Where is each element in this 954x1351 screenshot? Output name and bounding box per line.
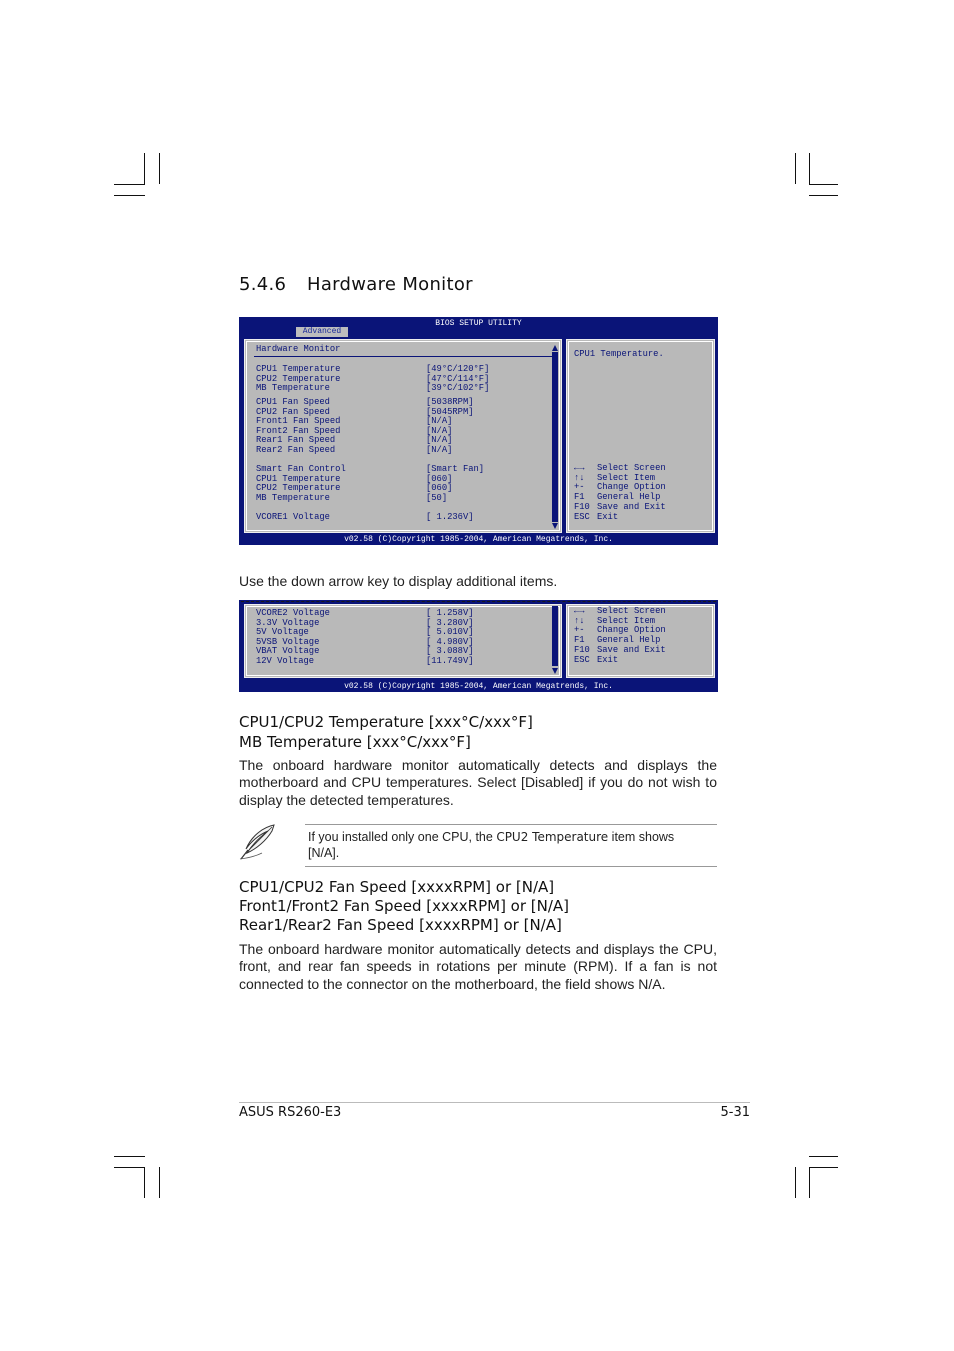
setting-row[interactable] — [256, 618, 474, 628]
setting-label: Front1 Fan Speed — [256, 416, 341, 426]
setting-row[interactable] — [256, 512, 474, 522]
temp-body: The onboard hardware monitor automatically detects and displays the motherboard and CPU temperatures. Select [Disabled] if you do not wish to display the detected temperatures. — [239, 757, 717, 808]
note-top-rule — [305, 824, 717, 825]
note-bottom-rule — [305, 866, 717, 867]
key-label: F1 — [574, 492, 585, 503]
key-desc: Select Item — [597, 472, 656, 483]
key-legend — [574, 464, 666, 522]
note-text-after: item shows [N/A]. — [308, 830, 675, 860]
setting-label: 3.3V Voltage — [256, 617, 320, 628]
scrollbar[interactable] — [552, 352, 558, 522]
setting-value: [47°C/114°F] — [426, 373, 490, 384]
bios-screen-continued — [239, 600, 718, 692]
setting-label: 5VSB Voltage — [256, 636, 320, 647]
setting-row[interactable] — [256, 608, 474, 618]
section-title — [239, 274, 473, 295]
key-legend-item — [574, 513, 666, 523]
help-text: CPU1 Temperature. — [574, 349, 664, 359]
crop-mark — [809, 195, 838, 196]
key-label: ESC — [574, 511, 590, 522]
setting-value: [ 3.088V] — [426, 646, 474, 656]
crop-mark — [809, 153, 810, 184]
crop-mark — [809, 1156, 838, 1157]
note-emphasis: CPU2 Temperature — [496, 830, 609, 844]
setting-label: Smart Fan Control — [256, 464, 346, 474]
crop-mark — [144, 1167, 145, 1198]
scroll-down-arrow[interactable] — [552, 668, 558, 674]
setting-value: [5038RPM] — [426, 397, 474, 407]
crop-mark — [159, 153, 160, 184]
setting-value: [ 1.258V] — [426, 608, 474, 618]
instruction-text: Use the down arrow key to display additional items. — [239, 573, 558, 589]
key-label: F1 — [574, 635, 585, 646]
key-desc: Save and Exit — [597, 501, 666, 512]
crop-mark — [795, 1167, 796, 1198]
setting-label: MB Temperature — [256, 383, 330, 393]
setting-label: CPU2 Fan Speed — [256, 406, 330, 417]
setting-label: Rear1 Fan Speed — [256, 435, 336, 445]
setting-label: CPU1 Fan Speed — [256, 397, 330, 407]
key-desc: General Help — [597, 492, 661, 503]
setting-value: [5045RPM] — [426, 406, 474, 417]
section-number: 5.4.6 — [239, 274, 287, 295]
setting-label: Rear2 Fan Speed — [256, 444, 336, 455]
crop-mark — [114, 1156, 145, 1157]
setting-row[interactable] — [256, 374, 489, 384]
page-number: 5-31 — [720, 1105, 750, 1120]
scrollbar[interactable] — [552, 606, 558, 666]
setting-value: [N/A] — [426, 444, 453, 455]
key-desc: Select Screen — [597, 463, 666, 473]
key-desc: Change Option — [597, 625, 666, 636]
note-text-before: If you installed only one CPU, the — [308, 830, 497, 844]
arrow-ud-icon: ↑↓ — [574, 615, 585, 626]
setting-value: [060] — [426, 473, 453, 484]
setting-row[interactable] — [256, 416, 452, 426]
bios-footer: v02.58 (C)Copyright 1985-2004, American Megatrends, Inc. — [344, 535, 613, 544]
setting-value: [ 5.010V] — [426, 627, 474, 637]
arrow-lr-icon: ←→ — [574, 606, 585, 616]
crop-mark — [114, 195, 145, 196]
key-desc: Select Item — [597, 615, 656, 626]
key-label: ESC — [574, 654, 590, 665]
key-desc: General Help — [597, 635, 661, 646]
crop-mark — [809, 1167, 838, 1168]
key-legend — [574, 607, 666, 665]
setting-value: [ 3.280V] — [426, 617, 474, 628]
fan-heading-2: Front1/Front2 Fan Speed [xxxxRPM] or [N/A] — [239, 897, 570, 915]
setting-row[interactable] — [256, 464, 484, 474]
setting-value: [ 4.980V] — [426, 636, 474, 647]
setting-value: [N/A] — [426, 435, 453, 445]
setting-row[interactable] — [256, 383, 489, 393]
scroll-down-arrow[interactable] — [552, 523, 558, 529]
arrow-lr-icon: ←→ — [574, 463, 585, 473]
scroll-up-arrow[interactable] — [552, 345, 558, 351]
section-title-text: Hardware Monitor — [307, 274, 473, 295]
bios-help-panel — [564, 602, 717, 680]
setting-label: CPU2 Temperature — [256, 373, 341, 384]
setting-label: CPU2 Temperature — [256, 483, 341, 493]
key-legend-item — [574, 656, 666, 666]
setting-row[interactable] — [256, 426, 452, 436]
setting-value: [39°C/102°F] — [426, 383, 490, 393]
setting-value: [ 1.236V] — [426, 512, 474, 522]
setting-row[interactable] — [256, 627, 474, 637]
crop-mark — [114, 184, 145, 185]
footer-rule — [239, 1102, 750, 1103]
note-text — [308, 830, 708, 861]
key-desc: Change Option — [597, 482, 666, 493]
setting-row[interactable] — [256, 493, 447, 503]
continuation-dashed-line — [241, 601, 716, 602]
tab-advanced[interactable]: Advanced — [296, 327, 348, 337]
setting-label: VBAT Voltage — [256, 646, 320, 656]
crop-mark — [114, 1167, 145, 1168]
setting-row[interactable] — [256, 656, 474, 666]
setting-row[interactable] — [256, 445, 452, 455]
temp-heading-2: MB Temperature [xxx°C/xxx°F] — [239, 733, 471, 751]
crop-mark — [809, 1167, 810, 1198]
key-desc: Save and Exit — [597, 644, 666, 655]
setting-row[interactable] — [256, 637, 474, 647]
setting-label: VCORE1 Voltage — [256, 512, 330, 522]
setting-value: [11.749V] — [426, 655, 474, 666]
setting-label: 12V Voltage — [256, 655, 315, 666]
setting-row[interactable] — [256, 364, 489, 374]
footer-product: ASUS RS260-E3 — [239, 1105, 342, 1120]
bios-help-panel — [564, 337, 717, 535]
bios-screen-main — [239, 317, 718, 545]
setting-row[interactable] — [256, 483, 452, 493]
bios-settings-panel — [242, 337, 564, 535]
fan-body: The onboard hardware monitor automatically detects and displays the CPU, front, and rear fan speeds in rotations per minute (RPM). If a fan is not connected to the connector on the motherboard, the field shows N/A. — [239, 941, 717, 992]
arrow-ud-icon: ↑↓ — [574, 472, 585, 483]
fan-heading-3: Rear1/Rear2 Fan Speed [xxxxRPM] or [N/A] — [239, 916, 562, 934]
setting-value: [49°C/120°F] — [426, 364, 490, 374]
setting-row[interactable] — [256, 397, 474, 407]
setting-value: [Smart Fan] — [426, 464, 485, 474]
bios-settings-panel — [242, 602, 564, 680]
panel-title: Hardware Monitor — [256, 344, 341, 354]
setting-row[interactable] — [256, 435, 452, 445]
key-desc: Exit — [597, 511, 619, 522]
temp-heading-1: CPU1/CPU2 Temperature [xxx°C/xxx°F] — [239, 713, 533, 731]
crop-mark — [809, 184, 838, 185]
key-label: +- — [574, 625, 585, 636]
panel-title-rule — [254, 356, 557, 357]
feather-pen-icon — [238, 823, 278, 861]
setting-label: VCORE2 Voltage — [256, 608, 330, 618]
bios-title: BIOS SETUP UTILITY — [435, 319, 522, 328]
setting-value: [N/A] — [426, 425, 453, 436]
key-label: +- — [574, 482, 585, 493]
setting-label: CPU1 Temperature — [256, 364, 341, 374]
setting-label: MB Temperature — [256, 492, 330, 503]
setting-row[interactable] — [256, 474, 452, 484]
crop-mark — [144, 153, 145, 184]
setting-row[interactable] — [256, 646, 474, 656]
key-desc: Select Screen — [597, 606, 666, 616]
setting-value: [50] — [426, 492, 448, 503]
key-desc: Exit — [597, 654, 619, 665]
crop-mark — [159, 1167, 160, 1198]
crop-mark — [795, 153, 796, 184]
setting-value: [060] — [426, 483, 453, 493]
setting-value: [N/A] — [426, 416, 453, 426]
setting-label: 5V Voltage — [256, 627, 309, 637]
setting-label: CPU1 Temperature — [256, 473, 341, 484]
setting-label: Front2 Fan Speed — [256, 425, 341, 436]
setting-row[interactable] — [256, 407, 474, 417]
key-label: F10 — [574, 644, 590, 655]
key-label: F10 — [574, 501, 590, 512]
fan-heading-1: CPU1/CPU2 Fan Speed [xxxxRPM] or [N/A] — [239, 878, 555, 896]
bios-footer: v02.58 (C)Copyright 1985-2004, American Megatrends, Inc. — [344, 682, 613, 691]
